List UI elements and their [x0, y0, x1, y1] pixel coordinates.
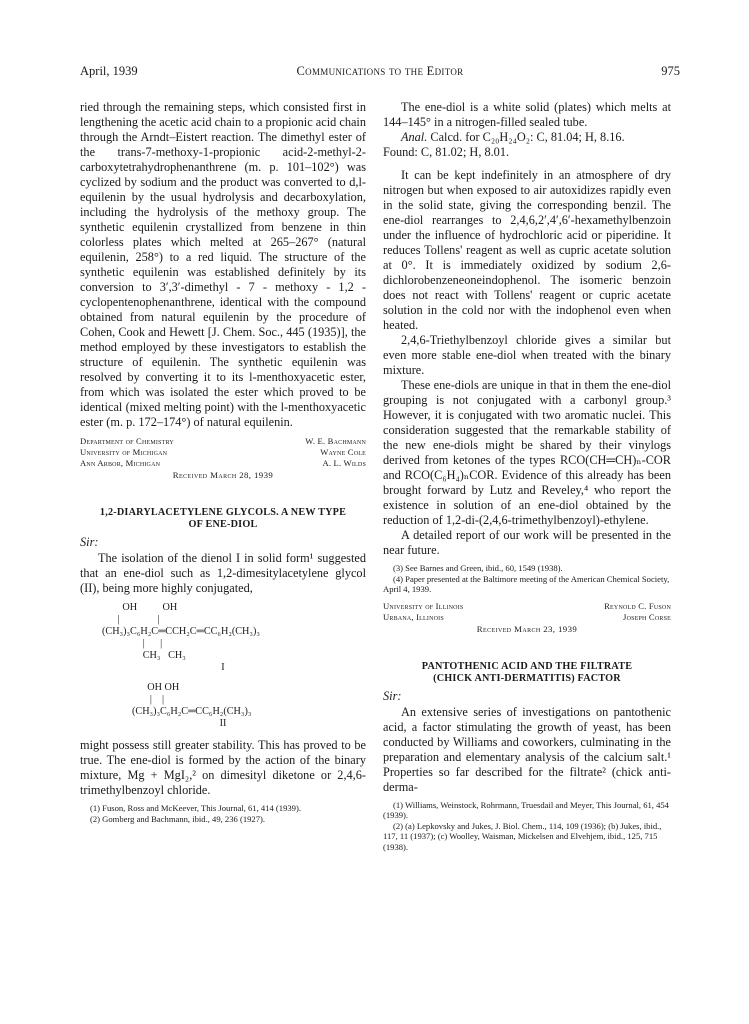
body-paragraph: It can be kept indefinitely in an atmosphere of dry nitrogen but when exposed to air autoxidizes rapidly even in the solid state, giving the corresponding benzil. The ene-diol rearranges to 2,4,6,2′,4′,6′-hexamethylbenzoin under the influence of hydrochloric acid or piperidine. It reduces Tollens' reagent as well as cupric acetate solution at 0°. It is immediately oxidized by sodium 2,6-dichlorobenzeneoneindophenol. The isomeric benzoin does not react with Tollens' reagent or cupric acetate solution in the cold nor with the indophenol even when heated.	[383, 168, 671, 332]
author-name: Wayne Cole	[320, 447, 366, 457]
structure-formula: (CH₃)₃C₆H₂C═CCH₂C═CC₆H₂(CH₃)₃	[102, 626, 260, 637]
page-number: 975	[661, 64, 680, 78]
affiliation-line: University of Illinois	[383, 600, 464, 611]
body-paragraph: An extensive series of investigations on pantothenic acid, a factor stimulating the growth of yeast, has been conducted by Williams and coworkers, culminating in the preparation and elementary analysis of the calcium salt.¹ Properties so far described for the filtrate² (chick anti-derma-	[383, 704, 671, 794]
author-name: A. L. Wilds	[322, 458, 366, 468]
analysis-label: Anal.	[401, 130, 428, 144]
footnotes	[383, 800, 671, 853]
salutation: Sir:	[383, 688, 402, 703]
footnotes	[383, 563, 671, 595]
analysis-calculated: Calcd. for C₂₀H₂₄O₂: C, 81.04; H, 8.16.	[430, 130, 625, 144]
signature-block	[383, 601, 671, 623]
footnote: (1) Williams, Weinstock, Rohrmann, Truesdail and Meyer, This Journal, 61, 454 (1939).	[383, 799, 669, 820]
signature-block	[80, 436, 366, 469]
title-line: 1,2-DIARYLACETYLENE GLYCOLS. A NEW TYPE	[99, 507, 347, 518]
body-paragraph: The isolation of the dienol I in solid form¹ suggested that an ene-diol such as 1,2-dimesitylacetylene glycol (II), being more highly conjugated,	[80, 551, 366, 595]
title-line: (CHICK ANTI-DERMATITIS) FACTOR	[433, 672, 621, 684]
article-title	[80, 507, 366, 531]
footnote: (4) Paper presented at the Baltimore meeting of the American Chemical Society, April 4, 1939.	[383, 573, 670, 594]
title-line: PANTOTHENIC ACID AND THE FILTRATE	[421, 660, 633, 672]
body-paragraph: These ene-diols are unique in that in them the ene-diol grouping is not conjugated with a carbonyl group.³ However, it is conjugated with two aromatic nuclei. This consideration suggested that the remarkable stability of the new ene-diols might be shared by their vinylogs derived from ketones of the types RCO(CH═CH)ₙ-COR and RCO(C₆H₄)ₙCOR. Evidence of this already has been brought forward by Lutz and Reveley,⁴ who report the existence in solution of an ene-diol obtained by the reduction of 1,2-di-(2,4,6-trimethylbenzoyl)-ethylene.	[383, 378, 671, 527]
received-date: Received March 23, 1939	[476, 623, 578, 634]
analysis-found: Found: C, 81.02; H, 8.01.	[383, 145, 510, 159]
structure-label: II	[219, 718, 227, 729]
right-column	[383, 100, 671, 852]
body-paragraph: ried through the remaining steps, which consisted first in lengthening the acetic acid chain to a propionic acid chain through the Arndt–Eistert reaction. The dimethyl ester of the trans-7-methoxy-1-propionic acid-2-methyl-2-carboxytetrahydrophenanthrene (m. p. 101–102°) was cyclized by sodium and the product was converted to d,l-equilenin by the usual hydrolysis and decarboxylation, including the hydrolysis of the methoxy group. The synthetic equilenin crystallized from benzene in thin colorless plates which melted at 265–267° (natural equilenin, 258°) to a red liquid. The structure of the synthetic equilenin was established definitely by its conversion to 3′,3′-dimethyl - 7 - methoxy - 1,2 - cyclopentenophenanthrene, identical with the compound obtained from natural equilenin by the procedure of Cohen, Cook and Hewett [J. Chem. Soc., 445 (1935)], the method employed by these investigators to establish the structure of equilenin. The synthetic equilenin was resolved by converting it to its l-menthoxyacetic ester, from which was isolated the ester which proved to be identical (mixed melting point) with the l-menthoxyacetic ester (m. p. 172–174°) of natural equilenin.	[80, 100, 366, 429]
footnote: (1) Fuson, Ross and McKeever, This Journal, 61, 414 (1939).	[90, 803, 301, 813]
affiliation-line: Department of Chemistry	[80, 436, 174, 446]
title-line: OF ENE-DIOL	[188, 519, 258, 530]
author-name: Joseph Corse	[623, 611, 671, 622]
salutation: Sir:	[80, 535, 99, 549]
footnote: (2) (a) Lepkovsky and Jukes, J. Biol. Chem., 114, 109 (1936); (b) Jukes, ibid., 117, 11 (1937); (c) Woolley, Waisman, Mickelsen and Elvehjem, ibid., 125, 715 (1938).	[383, 820, 662, 852]
body-paragraph: might possess still greater stability. This has proved to be true. The ene-diol is formed by the action of the binary mixture, Mg + MgI₂,² on dimesityl diketone or 2,4,6-trimethylbenzoyl chloride.	[80, 738, 366, 797]
chemical-structure-i: OH OH | | (CH₃)₃C₆H₂C═CCH₂C═CC₆H₂(CH₃)₃ | | CH₃ CH₃ I	[80, 602, 366, 674]
structure-label: I	[221, 662, 225, 673]
chemical-structure-ii: OH OH | | (CH₃)₃C₆H₂C═CC₆H₂(CH₃)₃ II	[80, 682, 366, 730]
left-column	[80, 100, 366, 824]
body-paragraph: 2,4,6-Triethylbenzoyl chloride gives a similar but even more stable ene-diol when treated with the binary mixture.	[383, 333, 671, 377]
affiliation-line: University of Michigan	[80, 447, 168, 457]
header-date: April, 1939	[80, 64, 138, 78]
received-date: Received March 28, 1939	[172, 470, 274, 480]
analysis-line	[383, 130, 671, 145]
author-name: W. E. Bachmann	[305, 436, 366, 446]
structure-substituent-line: OH OH	[132, 682, 180, 693]
running-header	[80, 64, 680, 84]
footnote: (2) Gomberg and Bachmann, ibid., 49, 236 (1927).	[90, 813, 266, 824]
structure-formula: (CH₃)₃C₆H₂C═CC₆H₂(CH₃)₃	[132, 706, 252, 717]
footnotes	[80, 803, 366, 824]
body-paragraph: A detailed report of our work will be presented in the near future.	[383, 528, 671, 557]
structure-substituent-line: OH OH	[102, 602, 178, 613]
affiliation-line: Ann Arbor, Michigan	[80, 458, 161, 468]
footnote: (3) See Barnes and Green, ibid., 60, 1549 (1938).	[393, 563, 563, 573]
structure-substituent-line: CH₃ CH₃	[102, 650, 186, 661]
affiliation-line: Urbana, Illinois	[383, 611, 444, 622]
author-name: Reynold C. Fuson	[604, 600, 671, 611]
header-journal-section: Communications to the Editor	[296, 64, 464, 78]
article-title	[383, 661, 671, 685]
body-paragraph: The ene-diol is a white solid (plates) which melts at 144–145° in a nitrogen-filled sealed tube.	[383, 100, 671, 129]
